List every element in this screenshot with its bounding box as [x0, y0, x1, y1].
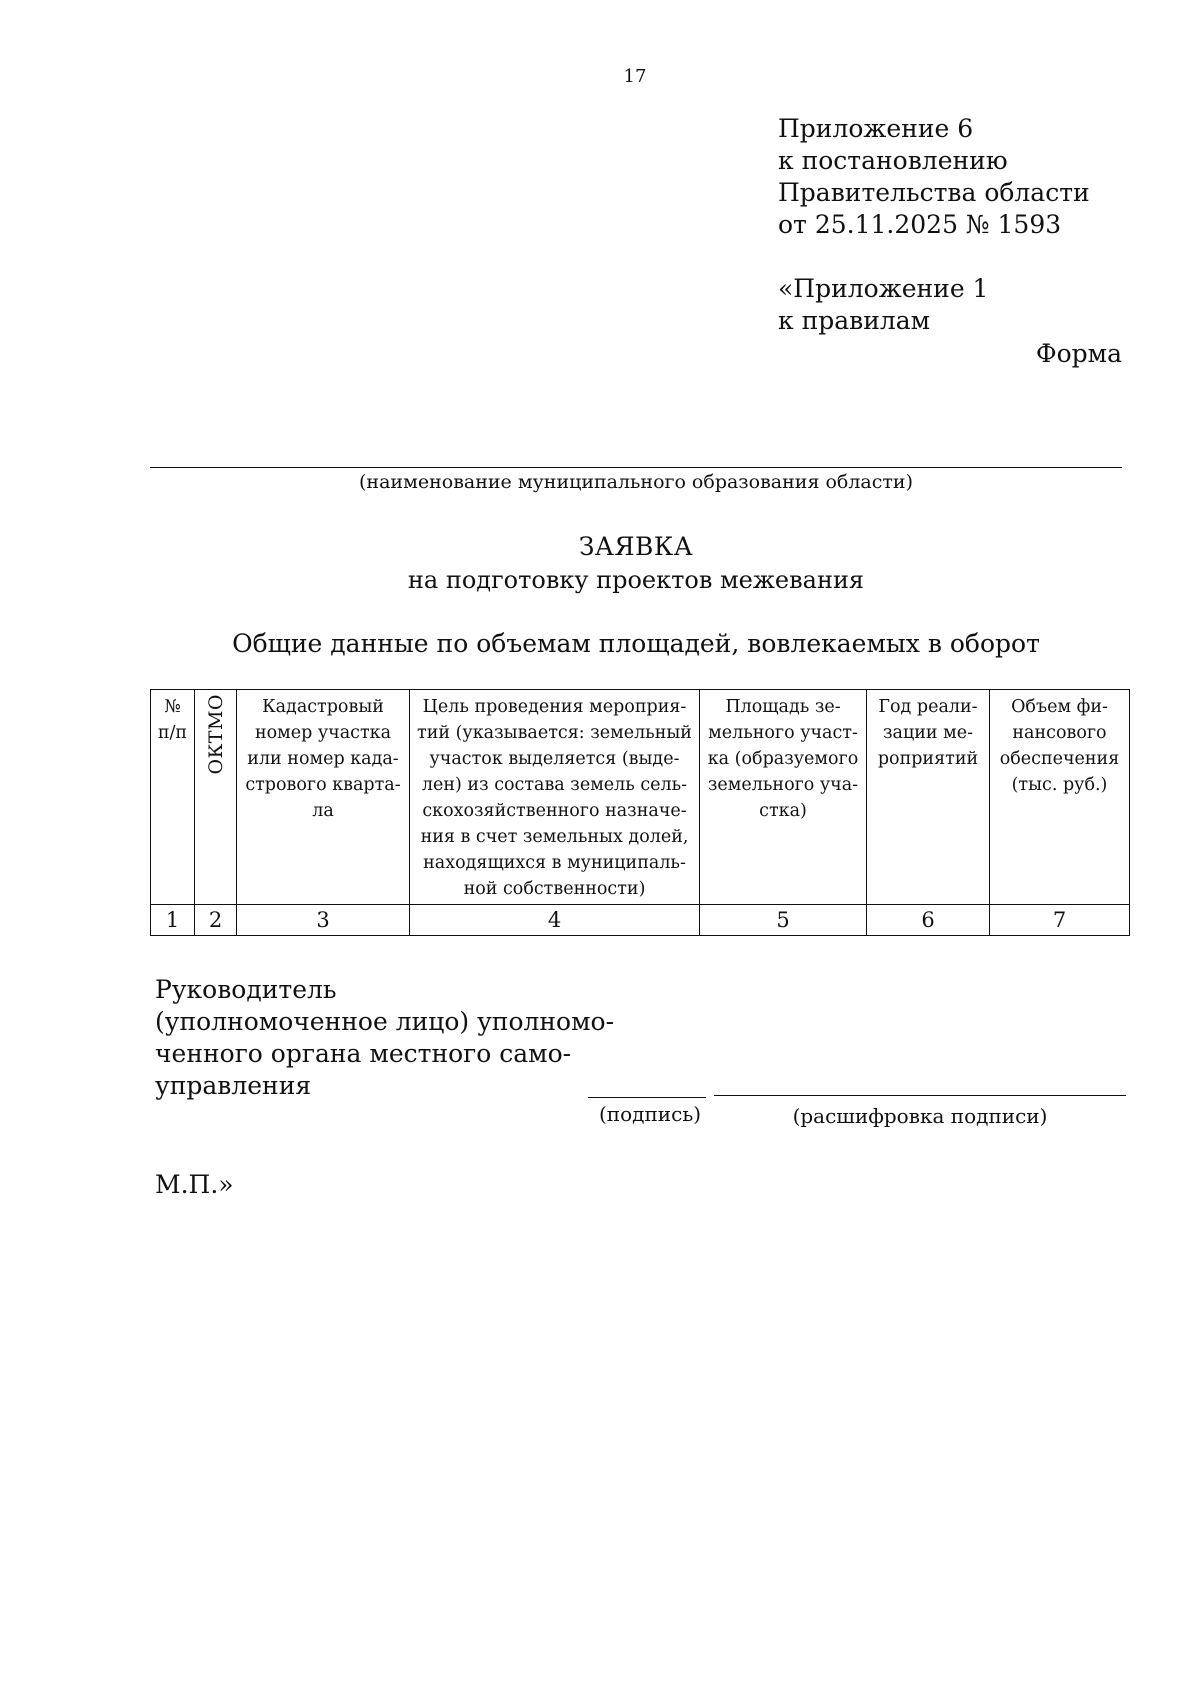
header-line: лен) из состава земель сель- — [421, 775, 688, 795]
column-number-cell: 3 — [237, 905, 410, 936]
form-label: Форма — [1035, 339, 1122, 368]
data-table — [150, 689, 1130, 936]
header-line: стка) — [759, 801, 807, 821]
header-line: ОКТМО — [204, 694, 227, 775]
header-line: находящихся в муниципаль- — [423, 853, 686, 873]
header-cell-purpose — [410, 690, 700, 905]
signer-line: (уполномоченное лицо) уполномо- — [155, 1007, 615, 1036]
header-line: ла — [312, 801, 334, 821]
column-number-cell: 2 — [195, 905, 237, 936]
header-line: роприятий — [877, 749, 979, 769]
signer-block — [155, 974, 614, 1102]
table-header-row — [151, 690, 1130, 905]
header-line: участок выделяется (выде- — [429, 749, 680, 769]
header-line: ния в счет земельных долей, — [420, 827, 689, 847]
header-cell-funding — [990, 690, 1130, 905]
appendix-line: от 25.11.2025 № 1593 — [778, 210, 1062, 239]
header-line: зации ме- — [882, 723, 973, 743]
header-cell-cadastral — [237, 690, 410, 905]
header-cell-oktmo — [195, 690, 237, 905]
header-line: (тыс. руб.) — [1011, 775, 1108, 795]
appendix-line: Приложение 6 — [778, 114, 974, 143]
header-line: нансового — [1012, 723, 1107, 743]
appendix-quote-line: к правилам — [778, 306, 931, 335]
header-line: тий (указывается: земельный — [417, 723, 692, 743]
header-cell-year — [867, 690, 990, 905]
header-line: Объем фи- — [1011, 697, 1108, 717]
signer-line: Руководитель — [155, 975, 337, 1004]
seal-mark: М.П.» — [155, 1170, 234, 1199]
signer-line: управления — [155, 1071, 312, 1100]
header-line: Площадь зе- — [725, 697, 841, 717]
appendix-block — [778, 113, 1090, 337]
column-number-cell: 1 — [151, 905, 195, 936]
header-cell-number — [151, 690, 195, 905]
signature-decode-line — [714, 1095, 1126, 1096]
header-line: номер участка — [254, 723, 392, 743]
header-line: ной собственности) — [463, 879, 646, 899]
header-line: Год реали- — [878, 697, 978, 717]
municipality-fill-line — [150, 467, 1122, 468]
page-number: 17 — [623, 66, 647, 87]
document-subtitle: на подготовку проектов межевания — [407, 566, 865, 594]
header-line: земельного уча- — [707, 775, 859, 795]
header-line: стрового кварта- — [245, 775, 401, 795]
signature-caption: (подпись) — [598, 1102, 702, 1126]
header-line: Кадастровый — [262, 697, 384, 717]
appendix-line: Правительства области — [778, 178, 1090, 207]
table-number-row — [151, 905, 1130, 936]
signature-line — [588, 1097, 706, 1098]
column-number-cell: 6 — [867, 905, 990, 936]
header-line: п/п — [157, 723, 188, 743]
municipality-caption: (наименование муниципального образования области) — [359, 471, 913, 493]
header-cell-area — [700, 690, 867, 905]
header-line: мельного участ- — [708, 723, 858, 743]
header-line: обеспечения — [999, 749, 1120, 769]
section-title: Общие данные по объемам площадей, вовлекаемых в оборот — [232, 629, 1040, 658]
document-title: ЗАЯВКА — [578, 532, 694, 561]
header-line: или номер када- — [247, 749, 399, 769]
header-line: Цель проведения мероприя- — [422, 697, 687, 717]
appendix-line: к постановлению — [778, 146, 1008, 175]
column-number-cell: 5 — [700, 905, 867, 936]
column-number-cell: 7 — [990, 905, 1130, 936]
signature-decode-caption: (расшифровка подписи) — [792, 1104, 1048, 1128]
appendix-spacer — [778, 241, 1090, 273]
signer-line: ченного органа местного само- — [155, 1039, 572, 1068]
header-line: № — [164, 697, 181, 717]
column-number-cell: 4 — [410, 905, 700, 936]
appendix-quote-line: «Приложение 1 — [778, 274, 989, 303]
header-line: скохозяйственного назначе- — [422, 801, 687, 821]
header-line: ка (образуемого — [707, 749, 859, 769]
